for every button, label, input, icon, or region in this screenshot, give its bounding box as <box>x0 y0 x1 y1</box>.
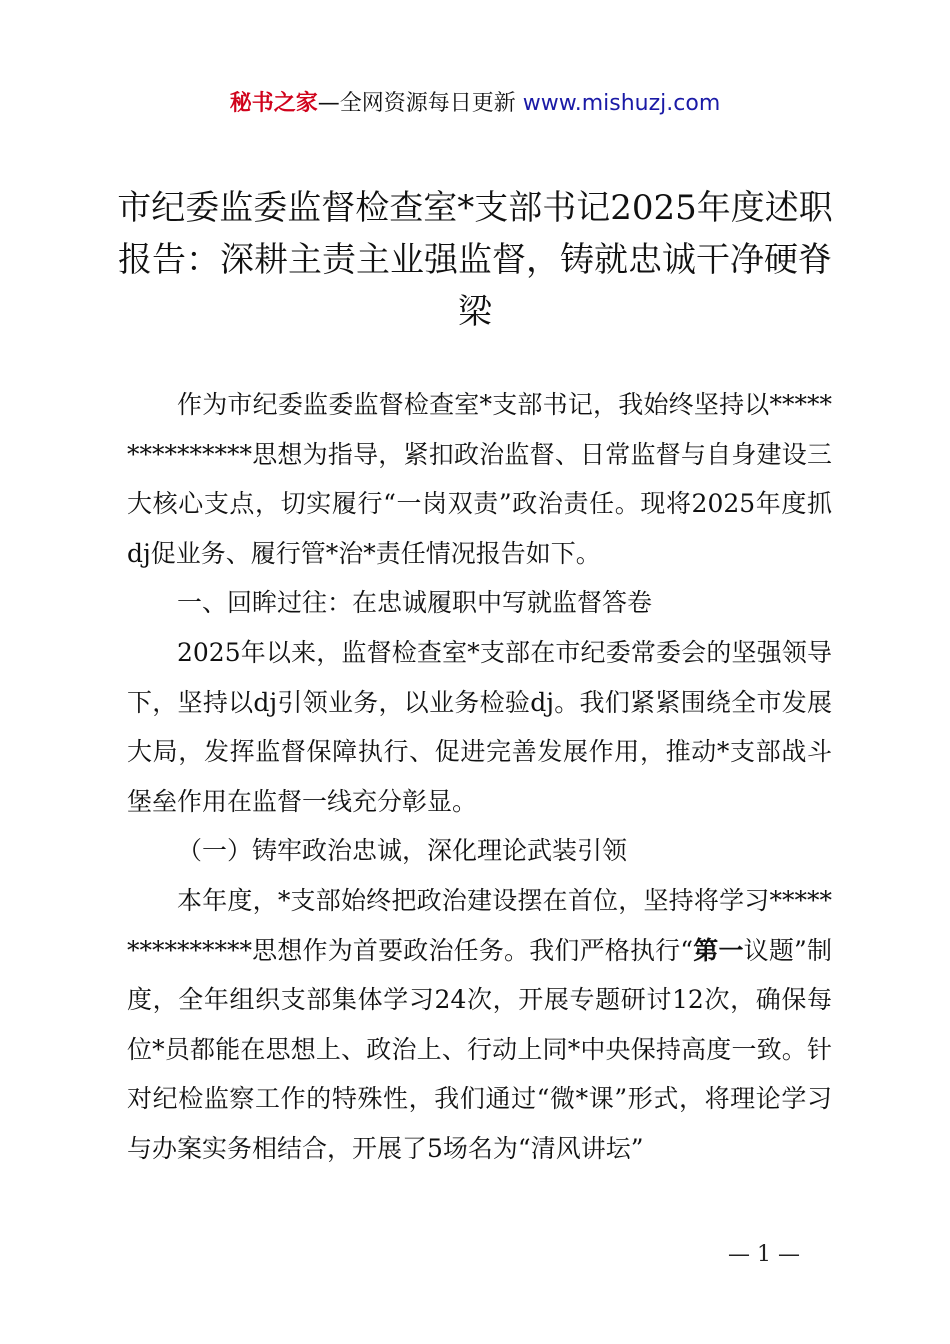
subsection-one-heading: （一）铸牢政治忠诚，深化理论武装引领 <box>177 836 628 866</box>
document-body <box>127 380 832 1174</box>
intro-paragraph: 作为市纪委监委监督检查室*支部书记，我始终坚持以***************思想为指导，紧扣政治监督、日常监督与自身建设三大核心支点，切实履行“一岗双责”政治责任。现将2025年度抓dj促业务、履行管*治*责任情况报告如下。 <box>127 390 832 568</box>
page-number: — 1 — <box>728 1242 800 1267</box>
banner-brand: 秘书之家 <box>229 91 318 116</box>
subsection-one-text-part2: 议题”制度，全年组织支部集体学习24次，开展专题研讨12次，确保每位*员都能在思想上、政治上、行动上同*中央保持高度一致。针对纪检监察工作的特殊性，我们通过“微*课”形式，将理论学习与办案实务相结合，开展了5场名为“清风讲坛” <box>127 935 832 1163</box>
header-banner <box>0 88 950 120</box>
section-one-paragraph: 2025年以来，监督检查室*支部在市纪委常委会的坚强领导下，坚持以dj引领业务，以业务检验dj。我们紧紧围绕全市发展大局，发挥监督保障执行、促进完善发展作用，推动*支部战斗堡垒作用在监督一线充分彰显。 <box>127 637 832 816</box>
subsection-one-bold-text: 第一 <box>693 935 744 965</box>
section-one-heading: 一、回眸过往：在忠诚履职中写就监督答卷 <box>177 588 653 618</box>
document-title: 市纪委监委监督检查室*支部书记2025年度述职报告：深耕主责主业强监督，铸就忠诚干净硬脊梁 <box>117 188 833 332</box>
banner-slogan: —全网资源每日更新 <box>317 91 523 116</box>
subsection-one-text-part1: 本年度，*支部始终把政治建设摆在首位，坚持将学习***************思想作为首要政治任务。我们严格执行“ <box>127 885 832 965</box>
banner-url-link[interactable]: www.mishuzj.com <box>522 91 721 116</box>
subsection-one-paragraph <box>127 876 832 1174</box>
